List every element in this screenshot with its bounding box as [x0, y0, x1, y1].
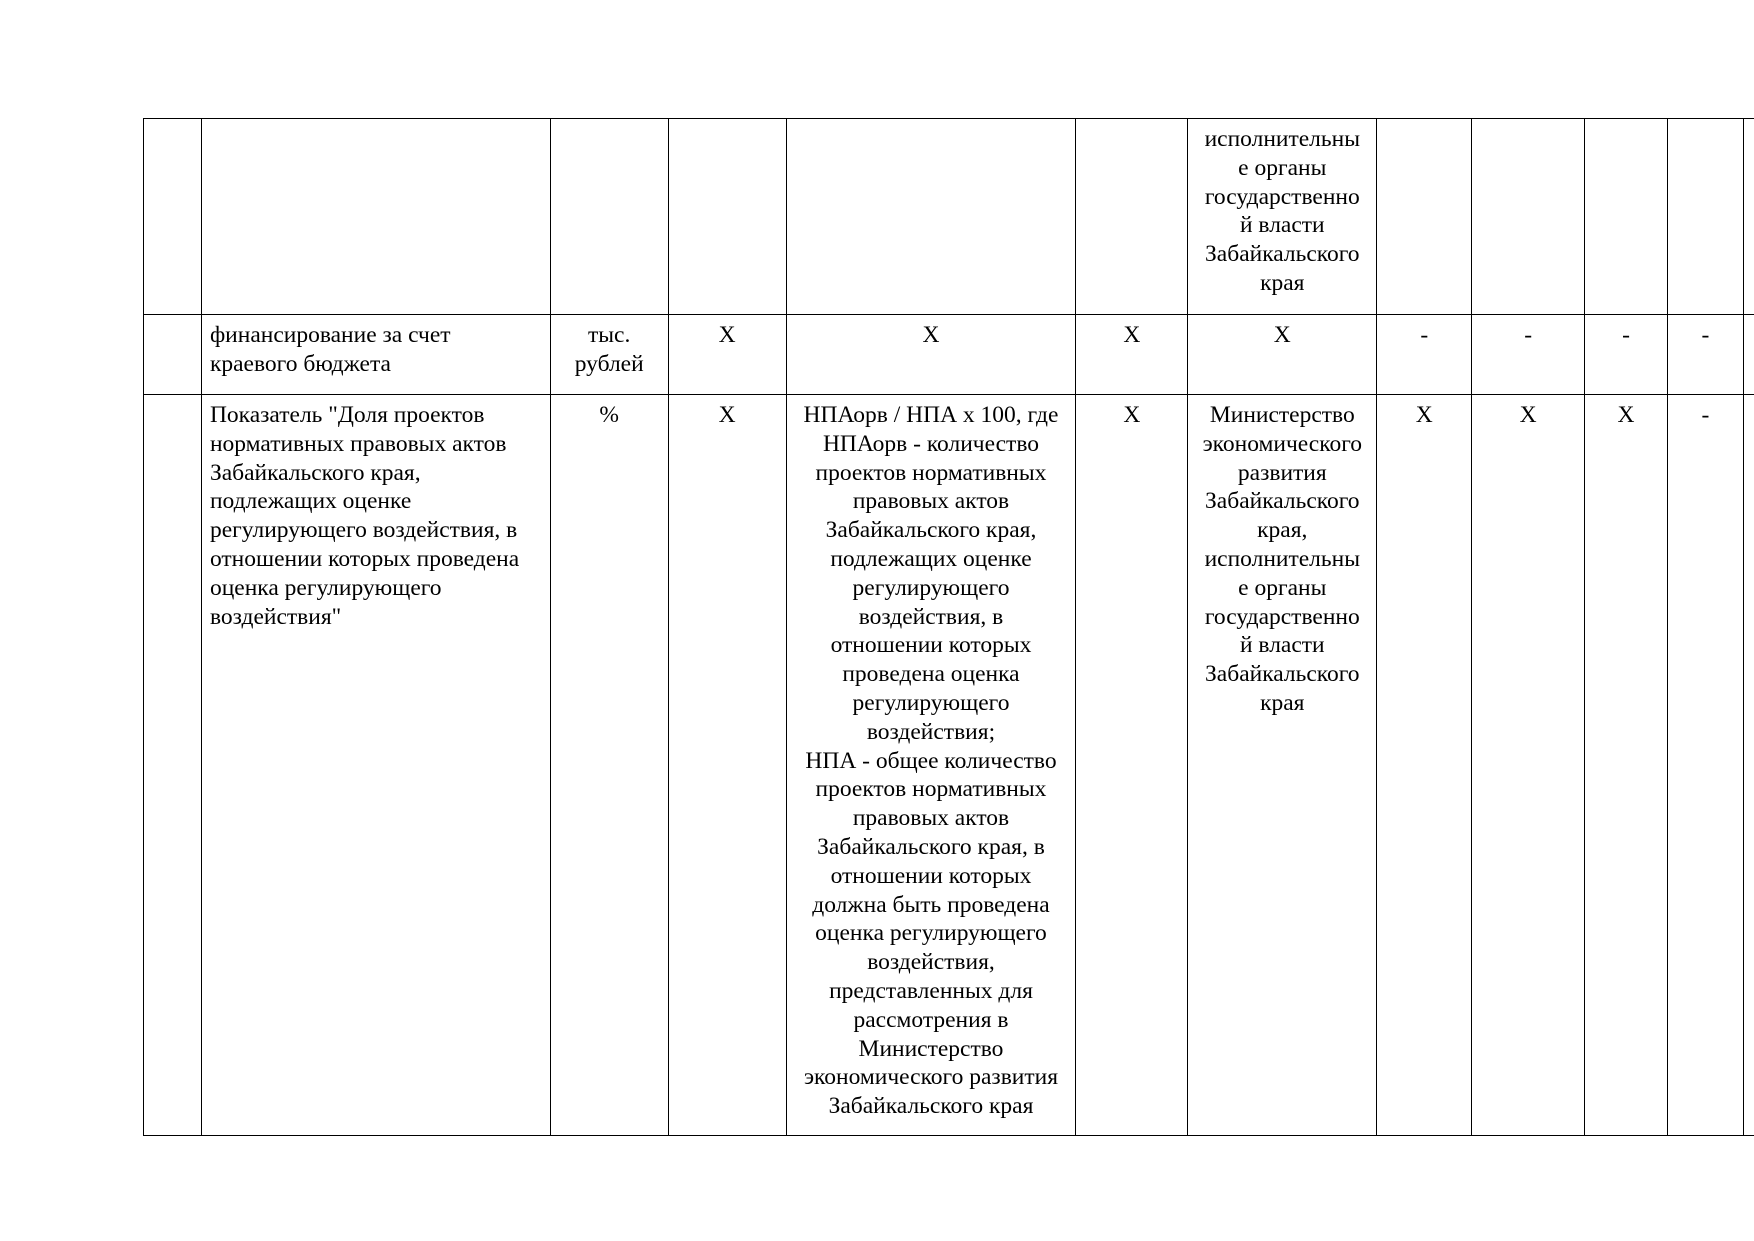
table-cell-method: НПАорв / НПА x 100, где НПАорв - количество проектов нормативных правовых актов Забайкальского края, подлежащих оценке регулирующего воздействия, в отношении которых проведена оценка регулирующего воздействия; НПА - общее количество проектов нормативных правовых актов Забайкальского края, в отношении которых должна быть проведена оценка регулирующего воздействия, представленных для рассмотрения в Министерство экономического развития Забайкальского края [786, 395, 1076, 1136]
table-cell [1472, 119, 1585, 315]
table-cell: X [668, 395, 786, 1136]
table-cell: X [1076, 315, 1188, 395]
table-cell-unit: тыс. рублей [550, 315, 668, 395]
indicator-table [143, 118, 1754, 1136]
table-cell-name: Показатель "Доля проектов нормативных правовых актов Забайкальского края, подлежащих оценке регулирующего воздействия, в отношении которых проведена оценка регулирующего воздействия" [201, 395, 550, 1136]
table-row [144, 315, 1754, 395]
table-cell: - [1472, 315, 1585, 395]
table-cell: X [1585, 395, 1668, 1136]
table-cell: - [1668, 395, 1744, 1136]
table-cell-unit [550, 119, 668, 315]
table-cell-responsible: исполнительны е органы государственно й власти Забайкальского края [1188, 119, 1377, 315]
table-cell-name [201, 119, 550, 315]
table-cell [1668, 119, 1744, 315]
table-cell-responsible: Министерство экономического развития Забайкальского края, исполнительны е органы государственно й власти Забайкальского края [1188, 395, 1377, 1136]
table-cell: X [1377, 395, 1472, 1136]
table-cell: X [668, 315, 786, 395]
table-cell: - [1585, 315, 1668, 395]
table-cell-number [144, 119, 202, 315]
table-cell-number [144, 395, 202, 1136]
table-cell-method [786, 119, 1076, 315]
table-cell-number [144, 315, 202, 395]
table-cell [1743, 395, 1754, 1136]
table-cell [1743, 315, 1754, 395]
table-cell [1076, 119, 1188, 315]
table-cell [1743, 119, 1754, 315]
table-cell-unit: % [550, 395, 668, 1136]
table-row [144, 395, 1754, 1136]
table-row [144, 119, 1754, 315]
table-cell: - [1377, 315, 1472, 395]
table-cell [1377, 119, 1472, 315]
table-cell: - [1668, 315, 1744, 395]
table-cell-method: X [786, 315, 1076, 395]
table-cell: X [1076, 395, 1188, 1136]
table-cell [668, 119, 786, 315]
table-cell: X [1472, 395, 1585, 1136]
table-cell-responsible: X [1188, 315, 1377, 395]
table-cell-name: финансирование за счет краевого бюджета [201, 315, 550, 395]
table-cell [1585, 119, 1668, 315]
